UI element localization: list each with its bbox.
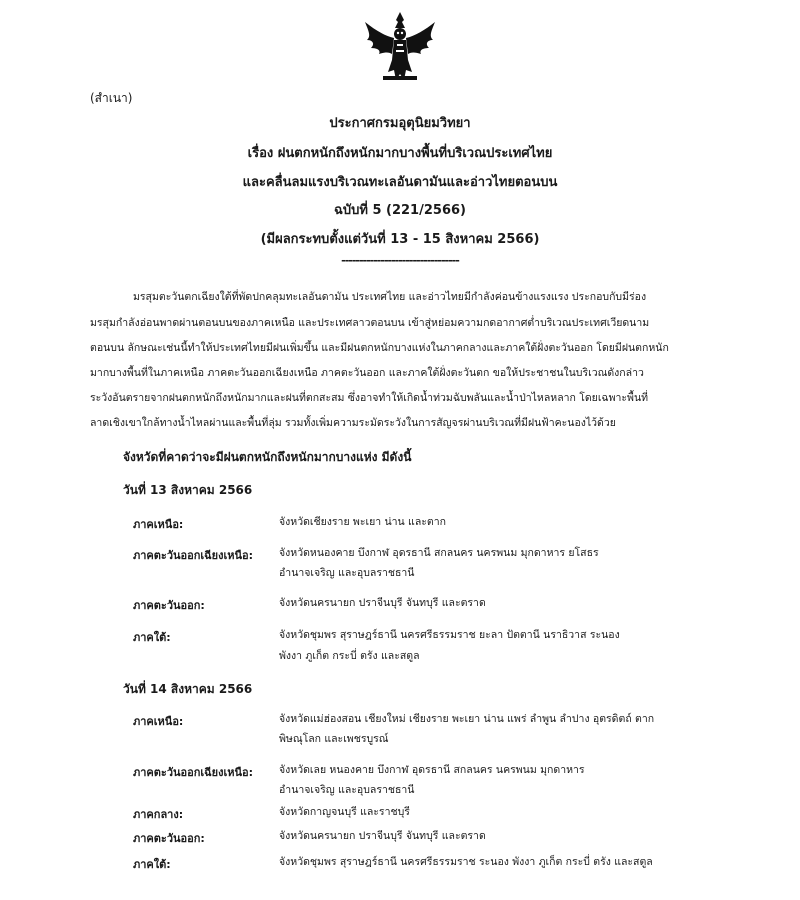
region-provinces-cont: อำนาจเจริญ และอุบลราชธานี [279, 567, 415, 579]
announcement-title: ประกาศกรมอุตุนิยมวิทยา [329, 116, 471, 131]
body-paragraph-line: ลาดเชิงเขาใกล้ทางน้ำไหลผ่านและพื้นที่ลุ่ม รวมทั้งเพิ่มความระมัดระวังในการสัญจรผ่านบริเวณที่มีฝนฟ้าคะนองไว้ด้วย [90, 417, 616, 429]
body-paragraph-line: มรสุมตะวันตกเฉียงใต้ที่พัดปกคลุมทะเลอันดามัน ประเทศไทย และอ่าวไทยมีกำลังค่อนข้างแรงแรง ประกอบกับมีร่อง [133, 291, 647, 303]
region-provinces: จังหวัดนครนายก ปราจีนบุรี จันทบุรี และตราด [279, 597, 486, 609]
region-label-east: ภาคตะวันออก: [133, 599, 205, 612]
region-provinces-cont: พังงา ภูเก็ต กระบี่ ตรัง และสตูล [279, 650, 420, 662]
region-label-northeast: ภาคตะวันออกเฉียงเหนือ: [133, 549, 254, 562]
region-provinces: จังหวัดแม่ฮ่องสอน เชียงใหม่ เชียงราย พะเยา น่าน แพร่ ลำพูน ลำปาง อุตรดิตถ์ ตาก [279, 713, 655, 725]
region-provinces: จังหวัดกาญจนบุรี และราชบุรี [279, 806, 410, 818]
garuda-emblem-icon [361, 10, 439, 84]
subject-line-2: และคลื่นลมแรงบริเวณทะเลอันดามันและอ่าวไทยตอนบน [242, 175, 558, 190]
effective-period: (มีผลกระทบตั้งแต่วันที่ 13 - 15 สิงหาคม 2566) [260, 232, 540, 247]
region-label-central: ภาคกลาง: [133, 808, 184, 821]
region-provinces-cont: อำนาจเจริญ และอุบลราชธานี [279, 784, 415, 796]
region-provinces: จังหวัดนครนายก ปราจีนบุรี จันทบุรี และตราด [279, 830, 486, 842]
region-label-north: ภาคเหนือ: [133, 715, 184, 728]
issue-number: ฉบับที่ 5 (221/2566) [334, 203, 466, 218]
region-provinces: จังหวัดชุมพร สุราษฎร์ธานี นครศรีธรรมราช ยะลา ปัตตานี นราธิวาส ระนอง [279, 629, 620, 641]
subject-line-1: เรื่อง ฝนตกหนักถึงหนักมากบางพื้นที่บริเวณประเทศไทย [247, 146, 553, 161]
region-label-south: ภาคใต้: [133, 858, 171, 871]
copy-label: (สำเนา) [90, 91, 133, 105]
body-paragraph-line: ระวังอันตรายจากฝนตกหนักถึงหนักมากและฝนที่ตกสะสม ซึ่งอาจทำให้เกิดน้ำท่วมฉับพลันและน้ำป่าไหลหลาก โดยเฉพาะพื้นที่ [90, 392, 649, 404]
region-provinces: จังหวัดหนองคาย บึงกาฬ อุดรธานี สกลนคร นครพนม มุกดาหาร ยโสธร [279, 547, 599, 559]
region-provinces: จังหวัดชุมพร สุราษฎร์ธานี นครศรีธรรมราช ระนอง พังงา ภูเก็ต กระบี่ ตรัง และสตูล [279, 856, 653, 868]
body-paragraph-line: มากบางพื้นที่ในภาคเหนือ ภาคตะวันออกเฉียงเหนือ ภาคตะวันออก และภาคใต้ฝั่งตะวันตก ขอให้ประชาชนในบริเวณดังกล่าว [90, 367, 644, 379]
region-label-south: ภาคใต้: [133, 631, 171, 644]
body-paragraph-line: มรสุมกำลังอ่อนพาดผ่านตอนบนของภาคเหนือ และประเทศลาวตอนบน เข้าสู่หย่อมความกดอากาศต่ำบริเวณประเทศเวียดนาม [90, 317, 650, 329]
region-provinces: จังหวัดเชียงราย พะเยา น่าน และตาก [279, 516, 446, 528]
region-label-east: ภาคตะวันออก: [133, 832, 205, 845]
region-label-north: ภาคเหนือ: [133, 518, 184, 531]
day-heading-14: วันที่ 14 สิงหาคม 2566 [123, 682, 253, 696]
body-paragraph-line: ตอนบน ลักษณะเช่นนี้ทำให้ประเทศไทยมีฝนเพิ่มขึ้น และมีฝนตกหนักบางแห่งในภาคกลางและภาคใต้ฝั่งตะวันออก โดยมีฝนตกหนัก [90, 342, 669, 354]
region-provinces: จังหวัดเลย หนองคาย บึงกาฬ อุดรธานี สกลนคร นครพนม มุกดาหาร [279, 764, 585, 776]
separator-rule: --------------------------------- [341, 254, 459, 267]
region-label-northeast: ภาคตะวันออกเฉียงเหนือ: [133, 766, 254, 779]
region-provinces-cont: พิษณุโลก และเพชรบูรณ์ [279, 733, 389, 745]
day-heading-13: วันที่ 13 สิงหาคม 2566 [123, 483, 253, 497]
areas-intro-heading: จังหวัดที่คาดว่าจะมีฝนตกหนักถึงหนักมากบางแห่ง มีดังนี้ [123, 450, 412, 464]
